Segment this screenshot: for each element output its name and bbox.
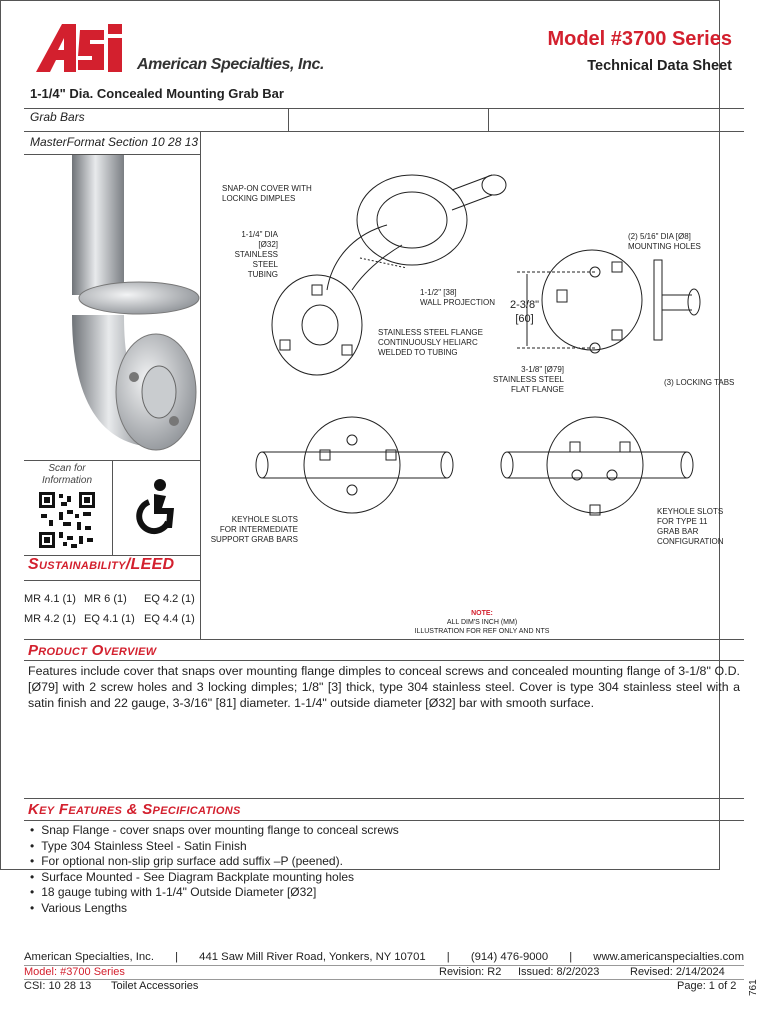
divider bbox=[112, 460, 113, 555]
divider bbox=[288, 108, 289, 131]
leed-item: MR 4.2 (1) bbox=[24, 613, 76, 625]
divider bbox=[24, 660, 744, 661]
footer-phone: (914) 476-9000 bbox=[470, 951, 549, 963]
list-item: • Type 304 Stainless Steel - Satin Finish bbox=[30, 839, 399, 855]
qr-code[interactable] bbox=[39, 492, 95, 548]
asi-logo bbox=[36, 24, 132, 72]
accessibility-icon bbox=[132, 478, 182, 534]
divider bbox=[200, 131, 201, 639]
callout-mounting-holes: (2) 5/16" DIA [Ø8] MOUNTING HOLES bbox=[628, 232, 701, 251]
features-heading: Key Features & Specifications bbox=[28, 801, 241, 818]
footer-contact: American Specialties, Inc. | 441 Saw Mill River Road, Yonkers, NY 10701 | (914) 476-9000 | www.americanspecialties.com bbox=[24, 951, 744, 963]
list-item: • 18 gauge tubing with 1-1/4" Outside Diameter [Ø32] bbox=[30, 885, 399, 901]
footer-address: 441 Saw Mill River Road, Yonkers, NY 10701 bbox=[199, 951, 426, 963]
leed-item: EQ 4.4 (1) bbox=[144, 613, 195, 625]
divider bbox=[24, 131, 744, 132]
callout-projection: 1-1/2" [38] WALL PROJECTION bbox=[420, 288, 495, 307]
list-item: • Surface Mounted - See Diagram Backplate mounting holes bbox=[30, 870, 399, 886]
divider bbox=[24, 798, 744, 799]
callout-flat-flange: 3-1/8" [Ø79] STAINLESS STEEL FLAT FLANGE bbox=[493, 365, 564, 394]
divider bbox=[24, 639, 744, 640]
footer-revision: Revision: R2 bbox=[439, 966, 502, 978]
keyhole-view-left bbox=[256, 417, 453, 513]
divider bbox=[488, 108, 489, 131]
keyhole-view-right bbox=[501, 417, 693, 515]
footer-website[interactable]: www.americanspecialties.com bbox=[593, 951, 744, 963]
footer-model: Model: #3700 Series bbox=[24, 966, 125, 978]
callout-locking-tabs: (3) LOCKING TABS bbox=[664, 378, 735, 387]
overview-heading: Product Overview bbox=[28, 642, 157, 659]
flange-front-drawing bbox=[517, 250, 700, 353]
model-title: Model #3700 Series bbox=[547, 28, 732, 50]
footer-issued: Issued: 8/2/2023 bbox=[518, 966, 600, 978]
leed-item: MR 6 (1) bbox=[84, 593, 127, 605]
callout-tubing: 1-1/4" DIA [Ø32] STAINLESS STEEL TUBING bbox=[234, 230, 278, 279]
masterformat-section: MasterFormat Section 10 28 13 bbox=[30, 135, 199, 149]
scan-label: Scan for Information bbox=[41, 463, 93, 486]
divider bbox=[24, 820, 744, 821]
callout-snap-cover: SNAP-ON COVER WITH LOCKING DIMPLES bbox=[222, 184, 312, 203]
list-item: • Various Lengths bbox=[30, 901, 399, 917]
footer-page: Page: 1 of 2 bbox=[677, 980, 737, 992]
callout-keyhole-intermediate: KEYHOLE SLOTS FOR INTERMEDIATE SUPPORT GRAB BARS bbox=[210, 515, 298, 544]
divider bbox=[24, 580, 200, 581]
footer-revised: Revised: 2/14/2024 bbox=[630, 966, 725, 978]
footer-csi-category: Toilet Accessories bbox=[111, 980, 199, 992]
leed-item: MR 4.1 (1) bbox=[24, 593, 76, 605]
side-number: 761 bbox=[748, 979, 759, 996]
leed-item: EQ 4.2 (1) bbox=[144, 593, 195, 605]
leed-item: EQ 4.1 (1) bbox=[84, 613, 135, 625]
sheet-title: Technical Data Sheet bbox=[587, 58, 732, 74]
product-photo bbox=[24, 155, 200, 460]
sustainability-heading: Sustainability/LEED bbox=[28, 556, 175, 573]
drawing-note: NOTE: ALL DIM'S INCH (MM) ILLUSTRATION FOR REF ONLY AND NTS bbox=[414, 610, 550, 635]
product-category: Grab Bars bbox=[30, 110, 85, 124]
footer-csi: CSI: 10 28 13 bbox=[24, 980, 92, 992]
overview-body: Features include cover that snaps over mounting flange dimples to conceal screws and concealed mounting flange of 3-1/8" O.D. [Ø79] with 2 screw holes and 3 locking dimples; 1/8" [3] thick, type 304 stainless steel. Cover is type 304 stainless steel with a satin finish and 22 gauge, 3-3/16" [81] diameter. 1-1/4" outside diameter [Ø32] bar with smooth surface. bbox=[28, 664, 740, 710]
callout-flange-weld: STAINLESS STEEL FLANGE CONTINUOUSLY HELIARC WELDED TO TUBING bbox=[378, 328, 483, 357]
footer-company: American Specialties, Inc. bbox=[24, 951, 154, 963]
list-item: • For optional non-slip grip surface add suffix –P (peened). bbox=[30, 854, 399, 870]
callout-keyhole-type11: KEYHOLE SLOTS FOR TYPE 11 GRAB BAR CONFIGURATION bbox=[657, 507, 724, 546]
company-name: American Specialties, Inc. bbox=[137, 56, 325, 73]
features-list bbox=[30, 823, 399, 917]
dimension-label: 2-3/8" [60] bbox=[510, 299, 539, 325]
divider bbox=[24, 108, 744, 109]
list-item: • Snap Flange - cover snaps over mounting flange to conceal screws bbox=[30, 823, 399, 839]
product-name: 1-1/4" Dia. Concealed Mounting Grab Bar bbox=[30, 86, 284, 101]
